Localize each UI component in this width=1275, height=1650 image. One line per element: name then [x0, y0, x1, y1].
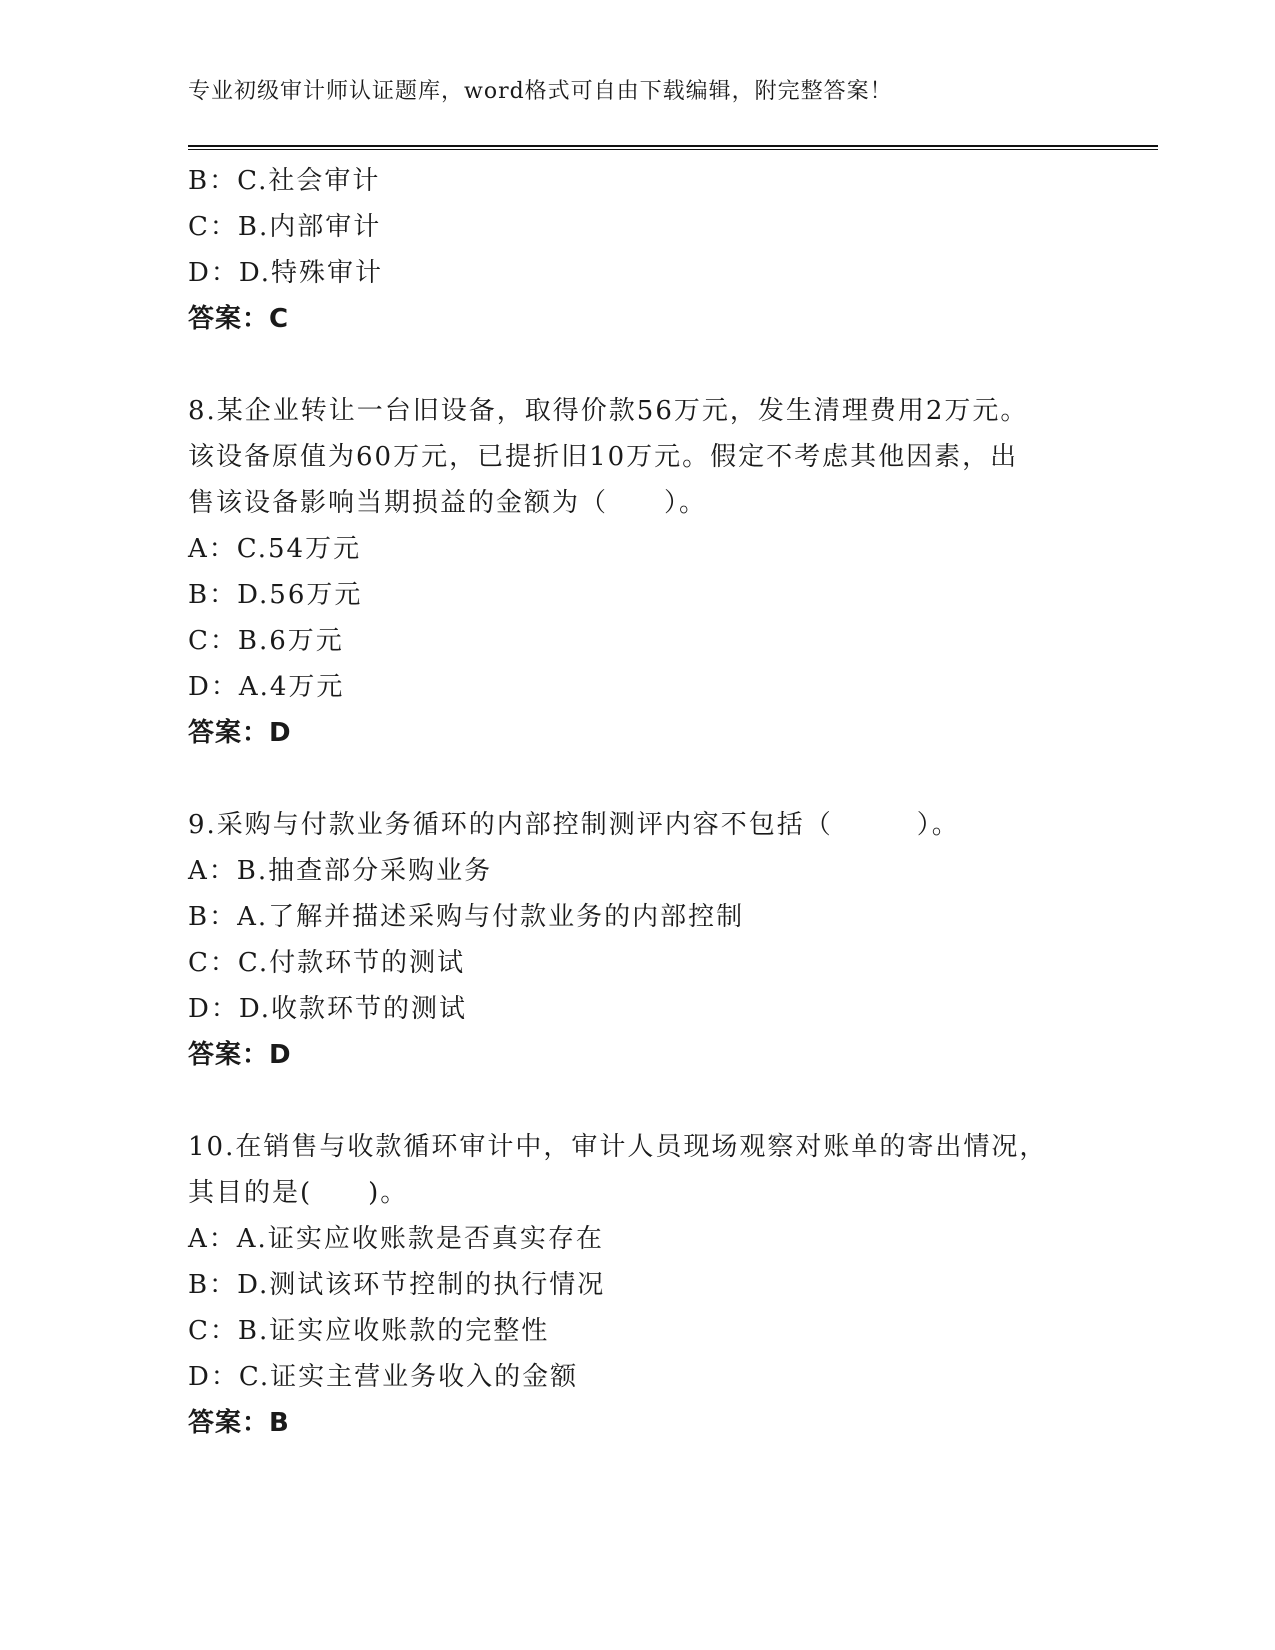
question-stem-line: 其目的是( )。 [188, 1178, 409, 1208]
answer-line: 答案：C [188, 304, 290, 334]
question-8-block [188, 388, 1088, 756]
question-stem-line: 8.某企业转让一台旧设备，取得价款56万元，发生清理费用2万元。 [188, 396, 1029, 426]
option-line: C：B.内部审计 [188, 212, 382, 242]
option-line: B：D.56万元 [188, 580, 363, 610]
option-line: B：C.社会审计 [188, 166, 381, 196]
spacer [188, 342, 1088, 388]
answer-line: 答案：D [188, 1040, 292, 1070]
answer-line: 答案：B [188, 1408, 290, 1438]
option-line: A：B.抽查部分采购业务 [188, 856, 493, 886]
prev-question-block [188, 158, 1088, 342]
option-line: C：B.证实应收账款的完整性 [188, 1316, 550, 1346]
option-line: C：C.付款环节的测试 [188, 948, 466, 978]
header-divider [188, 145, 1158, 150]
question-stem-line: 售该设备影响当期损益的金额为（ ）。 [188, 488, 708, 518]
option-line: D：A.4万元 [188, 672, 345, 702]
option-line: D：D.收款环节的测试 [188, 994, 468, 1024]
spacer [188, 756, 1088, 802]
option-line: C：B.6万元 [188, 626, 344, 656]
document-content [188, 158, 1088, 1446]
page-header: 专业初级审计师认证题库，word格式可自由下载编辑，附完整答案！ [188, 79, 893, 104]
question-stem-line: 9.采购与付款业务循环的内部控制测评内容不包括（ ）。 [188, 810, 960, 840]
question-9-block [188, 802, 1088, 1078]
option-line: B：A.了解并描述采购与付款业务的内部控制 [188, 902, 745, 932]
question-10-block [188, 1124, 1088, 1446]
question-stem-line: 该设备原值为60万元，已提折旧10万元。假定不考虑其他因素，出 [188, 442, 1019, 472]
spacer [188, 1078, 1088, 1124]
option-line: A：A.证实应收账款是否真实存在 [188, 1224, 604, 1254]
question-stem-line: 10.在销售与收款循环审计中，审计人员现场观察对账单的寄出情况， [188, 1132, 1048, 1162]
option-line: A：C.54万元 [188, 534, 362, 564]
option-line: B：D.测试该环节控制的执行情况 [188, 1270, 606, 1300]
answer-line: 答案：D [188, 718, 292, 748]
option-line: D：D.特殊审计 [188, 258, 384, 288]
option-line: D：C.证实主营业务收入的金额 [188, 1362, 579, 1392]
